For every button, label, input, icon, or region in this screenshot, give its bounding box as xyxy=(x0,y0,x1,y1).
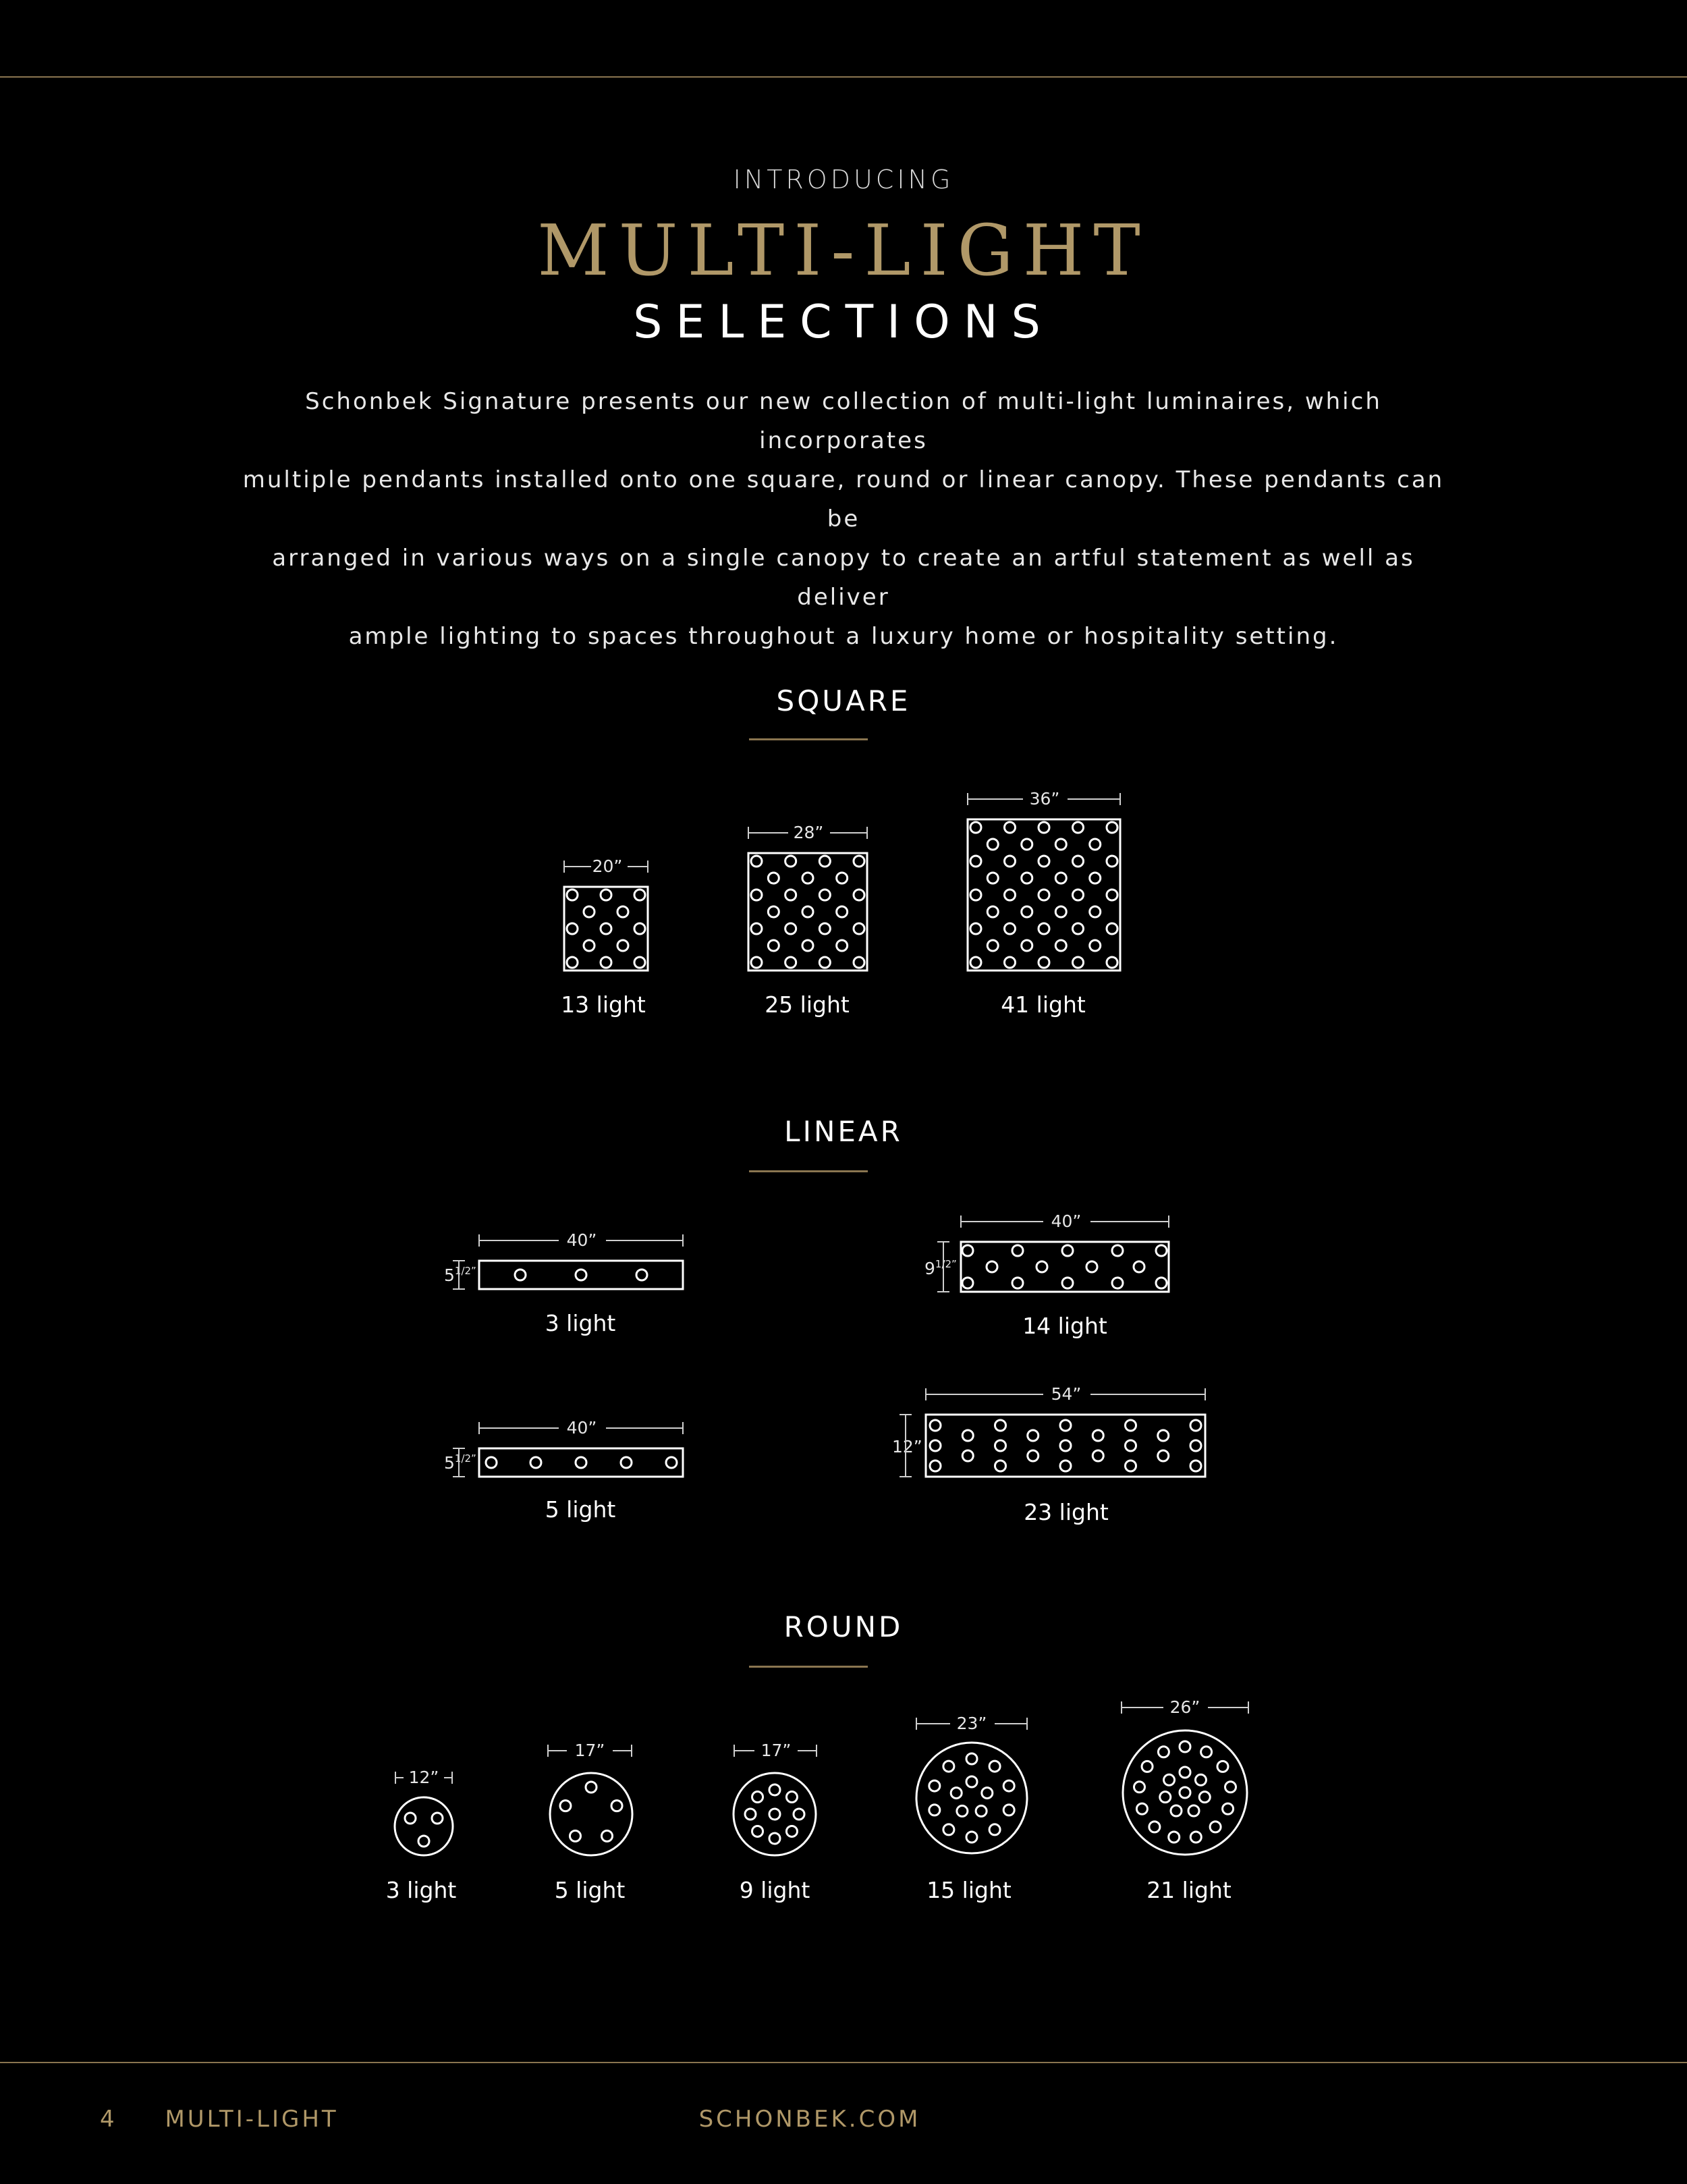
eyebrow-text: INTRODUCING xyxy=(733,165,954,194)
caption: 21 light xyxy=(1146,1877,1232,1903)
pendant-circle xyxy=(987,906,998,917)
pendant-circle xyxy=(943,1824,954,1835)
pendant-circle xyxy=(1028,1450,1039,1461)
caption: 25 light xyxy=(765,991,850,1018)
pendant-pattern-inner xyxy=(951,1776,993,1816)
page-number: 4 xyxy=(100,2106,117,2133)
pendant-circle xyxy=(1156,1278,1167,1288)
pendant-circle xyxy=(1142,1761,1153,1772)
section-heading-square: SQUARE xyxy=(776,684,911,717)
pendant-circle xyxy=(976,1805,987,1816)
pendant-circle xyxy=(1180,1767,1190,1778)
linear-canopy xyxy=(926,1415,1205,1477)
pendant-circle xyxy=(1134,1261,1144,1272)
pendant-circle xyxy=(1039,890,1049,900)
pendant-circle xyxy=(1060,1460,1071,1471)
pendant-circle xyxy=(576,1270,586,1280)
pendant-circle xyxy=(1055,873,1066,883)
pendant-circle xyxy=(1039,923,1049,934)
pendant-circle xyxy=(1112,1278,1123,1288)
dimension-label: 28” xyxy=(793,823,824,842)
pendant-circle xyxy=(1003,1805,1014,1816)
pendant-pattern xyxy=(929,1753,1014,1842)
intro-line: multiple pendants installed onto one square, round or linear canopy. These pendants can be xyxy=(242,466,1445,533)
pendant-circle xyxy=(576,1457,586,1468)
pendant-circle xyxy=(1156,1245,1167,1256)
pendant-circle xyxy=(1126,1460,1136,1471)
pendant-circle xyxy=(570,1830,580,1841)
pendant-circle xyxy=(601,890,611,900)
square-13-light-diagram xyxy=(561,856,648,1018)
pendant-circle xyxy=(1055,940,1066,951)
pendant-circle xyxy=(1073,856,1084,867)
caption: 13 light xyxy=(561,991,646,1018)
pendant-circle xyxy=(987,839,998,850)
pendant-circle xyxy=(1107,822,1117,833)
pendant-circle xyxy=(995,1460,1006,1471)
square-41-light-diagram xyxy=(968,789,1120,1018)
pendant-pattern xyxy=(486,1457,677,1468)
dimension-label: 54” xyxy=(1051,1384,1082,1404)
pendant-circle xyxy=(751,923,762,934)
intro-line: Schonbek Signature presents our new collection of multi-light luminaires, which incorporates xyxy=(305,388,1382,454)
square-25-light-diagram xyxy=(748,823,867,1018)
pendant-circle xyxy=(634,957,645,968)
pendant-circle xyxy=(1036,1261,1047,1272)
round-15-light-diagram xyxy=(916,1714,1027,1903)
linear-canopy xyxy=(961,1242,1169,1292)
pendant-circle xyxy=(1169,1832,1180,1842)
caption: 15 light xyxy=(927,1877,1012,1903)
dimension-label: 26” xyxy=(1169,1697,1200,1717)
pendant-circle xyxy=(970,822,981,833)
pendant-circle xyxy=(1171,1805,1182,1816)
pendant-circle xyxy=(785,957,796,968)
dimension-label: 12” xyxy=(408,1768,439,1787)
pendant-circle xyxy=(1090,839,1101,850)
caption: 5 light xyxy=(554,1877,626,1903)
pendant-circle xyxy=(1180,1787,1190,1798)
pendant-circle xyxy=(970,957,981,968)
pendant-circle xyxy=(432,1813,443,1824)
pendant-circle xyxy=(567,957,578,968)
caption: 5 light xyxy=(545,1496,616,1523)
pendant-circle xyxy=(1062,1278,1073,1288)
pendant-circle xyxy=(515,1270,526,1280)
pendant-pattern xyxy=(560,1782,622,1841)
pendant-circle xyxy=(1210,1822,1221,1832)
pendant-circle xyxy=(837,940,848,951)
pendant-circle xyxy=(617,940,628,951)
pendant-circle xyxy=(567,923,578,934)
square-canopy xyxy=(968,819,1120,971)
linear-23-light-diagram xyxy=(892,1384,1205,1525)
pendant-circle xyxy=(1005,856,1016,867)
pendant-circle xyxy=(1012,1278,1023,1288)
pendant-circle xyxy=(1003,1780,1014,1791)
pendant-pattern xyxy=(515,1270,647,1280)
pendant-pattern xyxy=(1134,1741,1236,1842)
pendant-circle xyxy=(802,940,813,951)
pendant-circle xyxy=(854,890,864,900)
pendant-circle xyxy=(751,856,762,867)
pendant-circle xyxy=(957,1805,968,1816)
pendant-circle xyxy=(982,1788,993,1799)
pendant-circle xyxy=(785,856,796,867)
pendant-circle xyxy=(854,957,864,968)
pendant-circle xyxy=(989,1761,1000,1772)
pendant-circle xyxy=(966,1776,977,1787)
pendant-circle xyxy=(995,1440,1006,1451)
height-label xyxy=(444,1452,476,1473)
pendant-circle xyxy=(1005,957,1016,968)
height-fraction: 1/2” xyxy=(935,1258,957,1270)
pendant-circle xyxy=(601,923,611,934)
pendant-circle xyxy=(970,890,981,900)
caption: 9 light xyxy=(739,1877,810,1903)
pendant-circle xyxy=(970,856,981,867)
pendant-circle xyxy=(966,1753,977,1764)
pendant-circle xyxy=(962,1450,973,1461)
pendant-circle xyxy=(1039,822,1049,833)
pendant-circle xyxy=(943,1761,954,1772)
pendant-circle xyxy=(854,923,864,934)
pendant-circle xyxy=(611,1801,622,1811)
round-canopy xyxy=(550,1773,632,1855)
height-fraction: 1/2” xyxy=(454,1452,476,1465)
pendant-circle xyxy=(666,1457,677,1468)
pendant-circle xyxy=(962,1245,973,1256)
pendant-circle xyxy=(837,873,848,883)
pendant-circle xyxy=(1039,856,1049,867)
height-value: 5 xyxy=(444,1265,455,1285)
caption: 3 light xyxy=(545,1310,616,1336)
pendant-circle xyxy=(751,890,762,900)
pendant-circle xyxy=(486,1457,497,1468)
pendant-circle xyxy=(1107,890,1117,900)
pendant-circle xyxy=(1090,873,1101,883)
pendant-circle xyxy=(1090,906,1101,917)
pendant-circle xyxy=(1060,1440,1071,1451)
section-heading-linear: LINEAR xyxy=(784,1115,903,1148)
pendant-circle xyxy=(769,1784,780,1795)
pendant-circle xyxy=(930,1460,941,1471)
footer-website[interactable]: SCHONBEK.COM xyxy=(698,2106,921,2133)
dimension-label: 17” xyxy=(760,1741,792,1760)
pendant-circle xyxy=(929,1805,940,1816)
pendant-circle xyxy=(751,957,762,968)
linear-canopy xyxy=(479,1261,683,1289)
height-value: 5 xyxy=(444,1453,455,1473)
pendant-circle xyxy=(769,1833,780,1844)
pendant-circle xyxy=(621,1457,632,1468)
pendant-circle xyxy=(1190,1832,1201,1842)
pendant-circle xyxy=(1073,890,1084,900)
pendant-circle xyxy=(768,906,779,917)
pendant-circle xyxy=(1005,890,1016,900)
pendant-circle xyxy=(962,1278,973,1288)
caption: 23 light xyxy=(1024,1499,1109,1525)
pendant-circle xyxy=(1022,873,1032,883)
pendant-circle xyxy=(1126,1420,1136,1431)
dimension-label: 40” xyxy=(1051,1211,1082,1231)
height-label xyxy=(924,1258,957,1278)
round-21-light-diagram xyxy=(1123,1697,1247,1903)
round-9-light-diagram xyxy=(734,1741,816,1903)
caption: 3 light xyxy=(385,1877,457,1903)
pendant-circle xyxy=(819,856,830,867)
pendant-circle xyxy=(752,1826,763,1836)
pendant-circle xyxy=(970,923,981,934)
pendant-circle xyxy=(1093,1450,1103,1461)
intro-line: ample lighting to spaces throughout a luxury home or hospitality setting. xyxy=(348,623,1339,650)
pendant-circle xyxy=(530,1457,541,1468)
round-5-light-diagram xyxy=(550,1741,632,1903)
pendant-circle xyxy=(854,856,864,867)
pendant-circle xyxy=(634,890,645,900)
pendant-circle xyxy=(1012,1245,1023,1256)
height-label: 12” xyxy=(892,1437,922,1456)
pendant-circle xyxy=(601,957,611,968)
pendant-circle xyxy=(987,1261,997,1272)
dimension-label: 40” xyxy=(566,1230,597,1250)
height-value: 9 xyxy=(924,1259,935,1278)
pendant-circle xyxy=(768,873,779,883)
linear-3-light-diagram xyxy=(444,1230,683,1336)
pendant-circle xyxy=(987,873,998,883)
pendant-circle xyxy=(1158,1450,1169,1461)
pendant-circle xyxy=(1022,839,1032,850)
section-heading-round: ROUND xyxy=(783,1610,904,1643)
pendant-circle xyxy=(786,1826,797,1836)
pendant-circle xyxy=(785,923,796,934)
linear-canopy xyxy=(479,1448,683,1477)
pendant-pattern xyxy=(745,1784,804,1844)
pendant-circle xyxy=(819,957,830,968)
linear-5-light-diagram xyxy=(444,1418,683,1523)
pendant-pattern xyxy=(962,1245,1167,1288)
pendant-circle xyxy=(1112,1245,1123,1256)
pendant-pattern-inner xyxy=(1160,1767,1210,1816)
pendant-circle xyxy=(802,873,813,883)
pendant-circle xyxy=(1107,923,1117,934)
dimension-label: 40” xyxy=(566,1418,597,1438)
pendant-circle xyxy=(1188,1805,1199,1816)
pendant-circle xyxy=(634,923,645,934)
pendant-circle xyxy=(405,1813,416,1824)
pendant-circle xyxy=(1039,957,1049,968)
pendant-circle xyxy=(1126,1440,1136,1451)
pendant-circle xyxy=(929,1780,940,1791)
caption: 41 light xyxy=(1001,991,1086,1018)
page-title: MULTI-LIGHT xyxy=(537,209,1150,292)
pendant-circle xyxy=(962,1430,973,1441)
pendant-circle xyxy=(1217,1761,1228,1772)
pendant-circle xyxy=(1190,1440,1201,1451)
pendant-circle xyxy=(1022,940,1032,951)
pendant-circle xyxy=(989,1824,1000,1835)
pendant-circle xyxy=(794,1809,804,1820)
pendant-circle xyxy=(987,940,998,951)
pendant-circle xyxy=(966,1832,977,1842)
pendant-pattern xyxy=(751,856,864,968)
pendant-circle xyxy=(1086,1261,1097,1272)
pendant-circle xyxy=(1158,1747,1169,1757)
intro-line: arranged in various ways on a single canopy to create an artful statement as well as deliver xyxy=(272,545,1415,611)
pendant-circle xyxy=(617,906,628,917)
footer-section-name: MULTI-LIGHT xyxy=(165,2106,339,2133)
pendant-circle xyxy=(768,940,779,951)
pendant-circle xyxy=(819,923,830,934)
pendant-circle xyxy=(586,1782,597,1793)
pendant-circle xyxy=(769,1809,780,1820)
pendant-circle xyxy=(584,906,594,917)
pendant-circle xyxy=(930,1420,941,1431)
pendant-circle xyxy=(636,1270,647,1280)
pendant-circle xyxy=(1028,1430,1039,1441)
round-3-light-diagram xyxy=(386,1768,457,1903)
pendant-circle xyxy=(1164,1774,1175,1785)
pendant-circle xyxy=(1005,822,1016,833)
pendant-circle xyxy=(1073,923,1084,934)
height-label xyxy=(444,1265,476,1285)
pendant-circle xyxy=(1093,1430,1103,1441)
pendant-circle xyxy=(1225,1782,1236,1793)
pendant-circle xyxy=(584,940,594,951)
pendant-circle xyxy=(1195,1774,1206,1785)
pendant-circle xyxy=(1055,839,1066,850)
pendant-circle xyxy=(930,1440,941,1451)
bottom-rule xyxy=(0,2062,1687,2063)
pendant-circle xyxy=(560,1801,571,1811)
pendant-circle xyxy=(1190,1420,1201,1431)
pendant-circle xyxy=(602,1830,613,1841)
pendant-circle xyxy=(995,1420,1006,1431)
pendant-circle xyxy=(1134,1782,1144,1793)
pendant-circle xyxy=(418,1836,429,1847)
pendant-circle xyxy=(1223,1803,1234,1814)
dimension-label: 23” xyxy=(956,1714,987,1733)
dimension-label: 20” xyxy=(592,856,623,876)
pendant-circle xyxy=(1062,1245,1073,1256)
pendant-circle xyxy=(802,906,813,917)
pendant-pattern xyxy=(567,890,645,968)
page-subtitle: SELECTIONS xyxy=(633,296,1054,349)
pendant-circle xyxy=(1136,1803,1147,1814)
pendant-circle xyxy=(1060,1420,1071,1431)
pendant-circle xyxy=(1199,1792,1210,1803)
square-canopy xyxy=(748,853,867,971)
pendant-circle xyxy=(786,1792,797,1803)
pendant-circle xyxy=(819,890,830,900)
pendant-circle xyxy=(1158,1430,1169,1441)
pendant-circle xyxy=(1190,1460,1201,1471)
pendant-circle xyxy=(1073,957,1084,968)
pendant-circle xyxy=(785,890,796,900)
pendant-circle xyxy=(1107,856,1117,867)
pendant-pattern xyxy=(405,1813,443,1847)
pendant-pattern xyxy=(930,1420,1201,1471)
pendant-circle xyxy=(1160,1792,1171,1803)
caption: 14 light xyxy=(1022,1313,1107,1339)
pendant-circle xyxy=(1201,1747,1212,1757)
pendant-circle xyxy=(1090,940,1101,951)
pendant-circle xyxy=(1107,957,1117,968)
pendant-circle xyxy=(1180,1741,1190,1752)
round-canopy xyxy=(916,1743,1027,1853)
pendant-circle xyxy=(837,906,848,917)
linear-14-light-diagram xyxy=(924,1211,1169,1339)
pendant-circle xyxy=(951,1788,962,1799)
pendant-circle xyxy=(1073,822,1084,833)
pendant-circle xyxy=(1055,906,1066,917)
pendant-circle xyxy=(752,1792,763,1803)
height-fraction: 1/2” xyxy=(454,1265,476,1277)
pendant-circle xyxy=(1149,1822,1160,1832)
pendant-pattern xyxy=(970,822,1117,968)
dimension-label: 17” xyxy=(574,1741,605,1760)
dimension-label: 36” xyxy=(1029,789,1060,809)
pendant-circle xyxy=(567,890,578,900)
pendant-circle xyxy=(745,1809,756,1820)
pendant-circle xyxy=(1022,906,1032,917)
pendant-circle xyxy=(1005,923,1016,934)
